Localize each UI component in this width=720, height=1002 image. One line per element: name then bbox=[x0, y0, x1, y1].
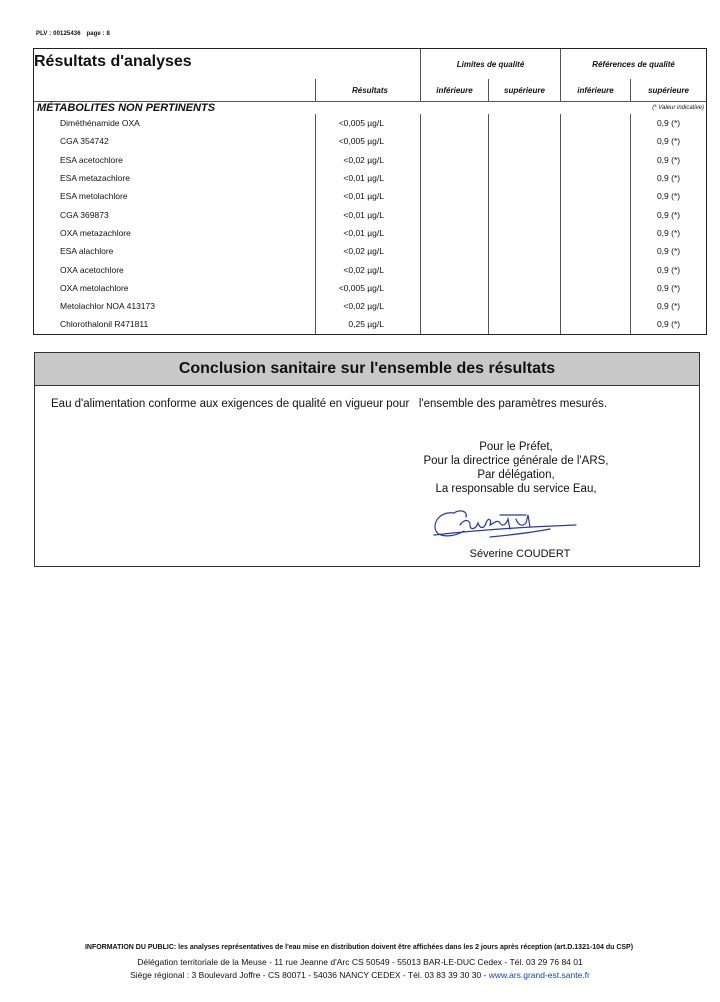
limit-lower-value bbox=[421, 114, 489, 132]
section-title: MÉTABOLITES NON PERTINENTS bbox=[34, 102, 631, 115]
signer-name: Séverine COUDERT bbox=[469, 548, 571, 560]
reference-lower-value bbox=[561, 260, 631, 278]
reference-upper-value: 0,9 (*) bbox=[631, 315, 707, 334]
result-value: <0,02 µg/L bbox=[316, 260, 421, 278]
limit-lower-value bbox=[421, 242, 489, 260]
limit-upper-value bbox=[489, 151, 561, 169]
parameter-name: OXA metolachlore bbox=[34, 279, 316, 297]
limit-lower-value bbox=[421, 205, 489, 223]
results-table bbox=[33, 48, 707, 335]
table-row bbox=[34, 279, 707, 297]
parameter-name: ESA metolachlore bbox=[34, 187, 316, 205]
parameter-name: OXA acetochlore bbox=[34, 260, 316, 278]
reference-lower-value bbox=[561, 169, 631, 187]
reference-lower-header: inférieure bbox=[561, 79, 631, 102]
limit-lower-value bbox=[421, 315, 489, 334]
result-value: <0,02 µg/L bbox=[316, 242, 421, 260]
footer bbox=[20, 944, 700, 980]
page-header bbox=[36, 31, 110, 37]
reference-upper-value: 0,9 (*) bbox=[631, 151, 707, 169]
result-value: <0,01 µg/L bbox=[316, 169, 421, 187]
reference-lower-value bbox=[561, 242, 631, 260]
conclusion-box bbox=[34, 352, 700, 567]
parameter-name: OXA metazachlore bbox=[34, 224, 316, 242]
limit-upper-value bbox=[489, 315, 561, 334]
table-row bbox=[34, 151, 707, 169]
parameter-name: ESA metazachlore bbox=[34, 169, 316, 187]
reference-lower-value bbox=[561, 224, 631, 242]
result-value: <0,005 µg/L bbox=[316, 279, 421, 297]
parameter-name: ESA acetochlore bbox=[34, 151, 316, 169]
result-value: <0,005 µg/L bbox=[316, 132, 421, 150]
limit-upper-value bbox=[489, 169, 561, 187]
limit-upper-value bbox=[489, 205, 561, 223]
table-row bbox=[34, 132, 707, 150]
public-information bbox=[18, 944, 700, 951]
limit-lower-value bbox=[421, 169, 489, 187]
quality-limits-header: Limites de qualité bbox=[421, 49, 561, 80]
signature-block bbox=[365, 440, 667, 496]
table-row bbox=[34, 169, 707, 187]
table-row bbox=[34, 187, 707, 205]
conclusion-title: Conclusion sanitaire sur l'ensemble des résultats bbox=[35, 353, 699, 386]
result-value: <0,02 µg/L bbox=[316, 151, 421, 169]
reference-upper-value: 0,9 (*) bbox=[631, 187, 707, 205]
limit-upper-value bbox=[489, 279, 561, 297]
reference-lower-value bbox=[561, 205, 631, 223]
plv-number: PLV : 00125436 bbox=[36, 31, 81, 37]
limit-lower-value bbox=[421, 260, 489, 278]
reference-lower-value bbox=[561, 187, 631, 205]
table-row bbox=[34, 205, 707, 223]
signature-line: Pour le Préfet, bbox=[479, 441, 553, 453]
reference-upper-header: supérieure bbox=[631, 79, 707, 102]
handwritten-signature bbox=[430, 505, 578, 543]
table-row bbox=[34, 260, 707, 278]
delegation-address: Délégation territoriale de la Meuse - 11 rue Jeanne d'Arc CS 50549 - 55013 BAR-LE-DUC Cedex - Tél. 03 29 76 84 01 bbox=[137, 957, 583, 967]
reference-upper-value: 0,9 (*) bbox=[631, 260, 707, 278]
signature-line: Par délégation, bbox=[477, 469, 555, 481]
results-column-header: Résultats bbox=[316, 79, 421, 102]
public-information-text: les analyses représentatives de l'eau mise en distribution doivent être affichées dans les 2 jours après réception (art.D.1321-104 du CSP) bbox=[176, 944, 634, 951]
reference-upper-value: 0,9 (*) bbox=[631, 297, 707, 315]
table-title: Résultats d'analyses bbox=[34, 49, 316, 80]
table-row bbox=[34, 114, 707, 132]
table-row bbox=[34, 315, 707, 334]
limit-lower-value bbox=[421, 279, 489, 297]
limit-lower-header: inférieure bbox=[421, 79, 489, 102]
parameter-name: Metolachlor NOA 413173 bbox=[34, 297, 316, 315]
result-value: 0,25 µg/L bbox=[316, 315, 421, 334]
table-row bbox=[34, 297, 707, 315]
limit-lower-value bbox=[421, 187, 489, 205]
reference-lower-value bbox=[561, 114, 631, 132]
reference-upper-value: 0,9 (*) bbox=[631, 279, 707, 297]
limit-upper-header: supérieure bbox=[489, 79, 561, 102]
signature-line: Pour la directrice générale de l'ARS, bbox=[423, 455, 609, 467]
reference-upper-value: 0,9 (*) bbox=[631, 205, 707, 223]
conclusion-text: Eau d'alimentation conforme aux exigences de qualité en vigueur pour l'ensemble des paramètres mesurés. bbox=[51, 398, 608, 410]
limit-upper-value bbox=[489, 114, 561, 132]
page-number: page : 8 bbox=[86, 31, 110, 37]
reference-upper-value: 0,9 (*) bbox=[631, 114, 707, 132]
website-link[interactable]: www.ars.grand-est.sante.fr bbox=[488, 970, 590, 980]
parameter-name: Diméthénamide OXA bbox=[34, 114, 316, 132]
limit-lower-value bbox=[421, 132, 489, 150]
table-row bbox=[34, 242, 707, 260]
signature-line: La responsable du service Eau, bbox=[435, 483, 597, 495]
reference-lower-value bbox=[561, 315, 631, 334]
limit-lower-value bbox=[421, 297, 489, 315]
limit-upper-value bbox=[489, 224, 561, 242]
parameter-name: CGA 354742 bbox=[34, 132, 316, 150]
public-information-label: INFORMATION DU PUBLIC: bbox=[84, 944, 177, 951]
limit-upper-value bbox=[489, 132, 561, 150]
reference-upper-value: 0,9 (*) bbox=[631, 224, 707, 242]
indicative-note: (* Valeur indicative) bbox=[631, 102, 707, 115]
limit-upper-value bbox=[489, 297, 561, 315]
parameter-name: CGA 369873 bbox=[34, 205, 316, 223]
reference-lower-value bbox=[561, 132, 631, 150]
reference-lower-value bbox=[561, 151, 631, 169]
regional-office-address bbox=[20, 970, 700, 980]
result-value: <0,02 µg/L bbox=[316, 297, 421, 315]
parameter-name: Chlorothalonil R471811 bbox=[34, 315, 316, 334]
quality-references-header: Références de qualité bbox=[561, 49, 707, 80]
reference-upper-value: 0,9 (*) bbox=[631, 132, 707, 150]
reference-upper-value: 0,9 (*) bbox=[631, 169, 707, 187]
limit-upper-value bbox=[489, 242, 561, 260]
limit-lower-value bbox=[421, 224, 489, 242]
result-value: <0,01 µg/L bbox=[316, 187, 421, 205]
result-value: <0,01 µg/L bbox=[316, 205, 421, 223]
reference-upper-value: 0,9 (*) bbox=[631, 242, 707, 260]
regional-office-text: Siège régional : 3 Boulevard Joffre - CS 80071 - 54036 NANCY CEDEX - Tél. 03 83 39 30 30 - bbox=[130, 970, 489, 980]
parameter-name: ESA alachlore bbox=[34, 242, 316, 260]
limit-upper-value bbox=[489, 260, 561, 278]
limit-upper-value bbox=[489, 187, 561, 205]
reference-lower-value bbox=[561, 297, 631, 315]
result-value: <0,01 µg/L bbox=[316, 224, 421, 242]
reference-lower-value bbox=[561, 279, 631, 297]
limit-lower-value bbox=[421, 151, 489, 169]
result-value: <0,005 µg/L bbox=[316, 114, 421, 132]
table-row bbox=[34, 224, 707, 242]
